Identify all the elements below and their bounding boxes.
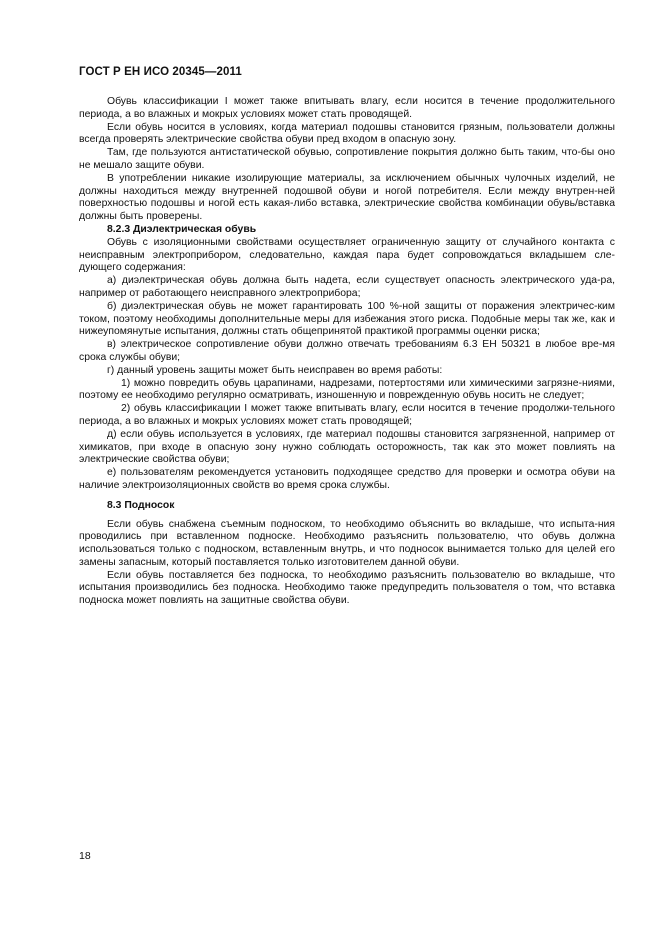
list-item-a: а) диэлектрическая обувь должна быть надета, если существует опасность электрического уда-ра, например от работающего неисправного электроприбора;	[79, 275, 615, 299]
paragraph: Если обувь поставляется без подноска, то необходимо разъяснить пользователю во вкладыше, что испытания производились без подноска. Необходимо также предупредить пользователя о том, что вставка подноска может повлиять на защитные свойства обуви.	[79, 569, 615, 607]
section-heading-8-2-3: 8.2.3 Диэлектрическая обувь	[107, 223, 257, 235]
list-subitem-2: 2) обувь классификации I может также впитывать влагу, если носится в течение продолжи-тельного периода, а во влажных и мокрых условиях может стать проводящей;	[79, 403, 615, 427]
list-item-g: г) данный уровень защиты может быть неисправен во время работы:	[107, 364, 443, 376]
paragraph: Если обувь снабжена съемным подноском, то необходимо объяснить во вкладыше, что испыта-ния проводились при вставленном подноске. Необходимо разъяснить пользователю, что обувь должна использоваться только с подноском, вставленным внутрь, и что подносок вынимается только для целей его замены запасным, который поставляется только изготовителем данной обуви.	[79, 518, 615, 568]
list-item-v: в) электрическое сопротивление обуви должно отвечать требованиям 6.3 ЕН 50321 в любое вре-мя срока службы обуви;	[79, 339, 615, 363]
paragraph: Обувь с изоляционными свойствами осуществляет ограниченную защиту от случайного контакта с неисправным электроприбором, следовательно, каждая пара будет сопровождаться вкладышем сле-дующего содержания:	[79, 236, 615, 274]
page-number: 18	[79, 850, 91, 862]
list-item-b: б) диэлектрическая обувь не может гарантировать 100 %-ной защиты от поражения электричес-ким током, поэтому необходимы дополнительные меры для избежания этого риска. Подобные меры так же, как и нижеупомянутые испытания, должны стать общепринятой практикой программы оценки риска;	[79, 300, 615, 338]
list-item-e: е) пользователям рекомендуется установить подходящее средство для проверки и осмотра обуви на наличие электроизоляционных свойств во время срока службы.	[79, 467, 615, 491]
paragraph: Если обувь носится в условиях, когда материал подошвы становится грязным, пользователи должны всегда проверять электрические свойства обуви пред входом в опасную зону.	[79, 121, 615, 146]
list-item-d: д) если обувь используется в условиях, где материал подошвы становится загрязненной, например от химикатов, при входе в опасную зону нужно соблюдать осторожность, так как это может повлиять на электрические свойства обуви;	[79, 428, 615, 466]
document-header: ГОСТ Р ЕН ИСО 20345—2011	[79, 66, 242, 78]
paragraph: В употреблении никакие изолирующие материалы, за исключением обычных чулочных изделий, не должны находиться между внутренней подошвой обуви и ногой потребителя. Если между внутрен-ней поверхностью подошвы и ногой есть какая-либо вставка, электрические свойства комбинации обувь/вставка должны быть проверены.	[79, 172, 615, 223]
paragraph: Там, где пользуются антистатической обувью, сопротивление покрытия должно быть таким, что-бы оно не мешало защите обуви.	[79, 147, 615, 171]
list-subitem-1: 1) можно повредить обувь царапинами, надрезами, потертостями или химическими загрязне-ниями, поэтому ее необходимо регулярно осматривать, изношенную и поврежденную обувь носить не следует;	[79, 377, 615, 402]
document-body	[79, 96, 615, 608]
section-heading-8-3: 8.3 Подносок	[107, 499, 175, 511]
paragraph: Обувь классификации I может также впитывать влагу, если носится в течение продолжительного периода, а во влажных и мокрых условиях может стать проводящей.	[79, 96, 615, 120]
